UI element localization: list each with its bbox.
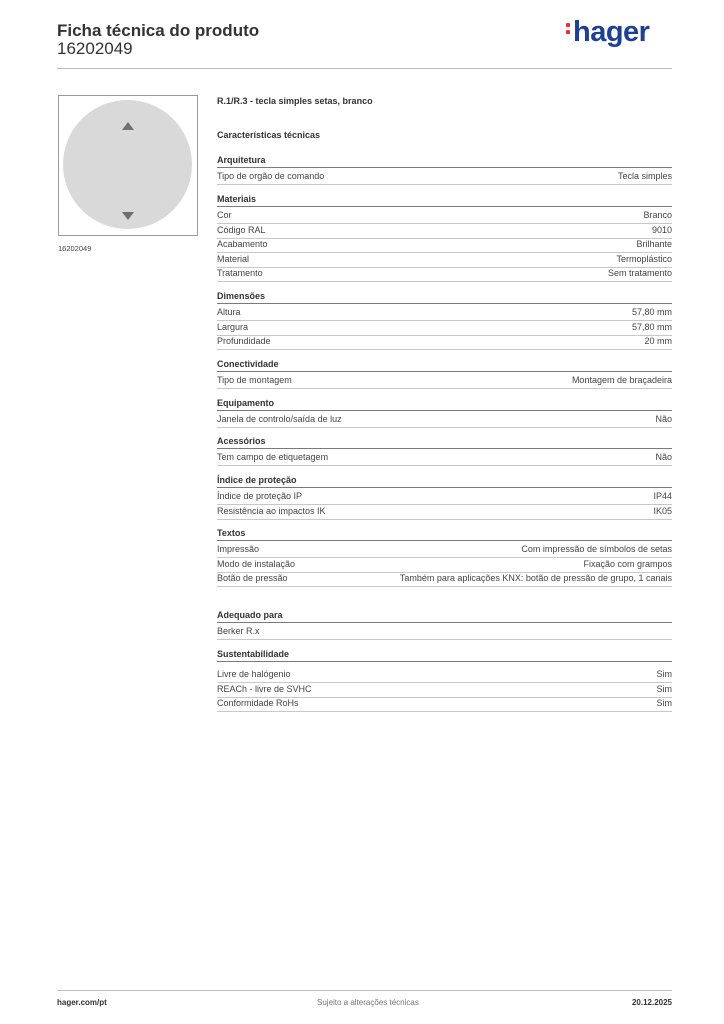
- group-title: Arquitetura: [217, 155, 672, 168]
- spec-key: Cor: [217, 210, 232, 220]
- spec-value: IK05: [653, 505, 672, 516]
- spec-row: [217, 321, 672, 336]
- spec-row: [217, 335, 672, 350]
- footer-website: hager.com/pt: [57, 998, 107, 1007]
- image-caption: 16202049: [58, 244, 92, 253]
- spec-value: 57,80 mm: [631, 321, 672, 332]
- spec-value: Sim: [656, 669, 672, 679]
- spec-value: Sem tratamento: [607, 268, 672, 278]
- spec-row: [217, 209, 672, 224]
- spec-value: Sim: [656, 698, 672, 708]
- group-title: Textos: [217, 528, 672, 541]
- product-title: R.1/R.3 - tecla simples setas, branco: [217, 96, 373, 106]
- page-title: Ficha técnica do produto: [57, 21, 260, 40]
- spec-key: Resistência ao impactos IK: [217, 505, 326, 516]
- spec-row: [217, 543, 672, 558]
- switch-disc: [63, 100, 192, 229]
- group-title: Acessórios: [217, 436, 672, 449]
- spec-row: [217, 224, 672, 239]
- spec-row: [217, 374, 672, 389]
- spec-row: [217, 683, 672, 698]
- spec-value: Brilhante: [636, 239, 672, 249]
- spec-key: Modo de instalação: [217, 558, 296, 569]
- hager-logo: [566, 16, 649, 49]
- spec-value: Montagem de braçadeira: [571, 375, 672, 385]
- spec-key: Acabamento: [217, 239, 268, 249]
- product-code: 16202049: [57, 39, 133, 58]
- spec-key: REACh - livre de SVHC: [217, 683, 312, 694]
- spec-row: [217, 558, 672, 573]
- spec-row: [217, 267, 672, 282]
- spec-key: Tratamento: [217, 268, 263, 278]
- arrow-down-icon: [122, 212, 134, 220]
- spec-key: Impressão: [217, 544, 260, 554]
- logo-text: hager: [573, 16, 650, 48]
- spec-row: [217, 170, 672, 185]
- spec-row: [217, 697, 672, 712]
- group-title: Sustentabilidade: [217, 649, 672, 662]
- footer-notice: Sujeito a alterações técnicas: [317, 998, 419, 1007]
- spec-row: [217, 572, 672, 587]
- spec-row: [217, 451, 672, 466]
- spec-row: [217, 625, 672, 640]
- spec-value: Tecla simples: [617, 171, 672, 181]
- spec-value: IP44: [653, 491, 672, 501]
- group-title: Dimensões: [217, 291, 672, 304]
- product-image: [58, 95, 198, 236]
- spec-key: Tem campo de etiquetagem: [217, 452, 329, 462]
- spec-row: [217, 505, 672, 520]
- spec-value: Não: [655, 414, 672, 424]
- group-title: Equipamento: [217, 398, 672, 411]
- spec-value: Sim: [656, 683, 672, 694]
- header-divider: [57, 68, 672, 69]
- spec-key: Berker R.x: [217, 626, 260, 636]
- arrow-up-icon: [122, 122, 134, 130]
- spec-value: Termoplástico: [616, 253, 672, 264]
- group-title: Adequado para: [217, 610, 672, 623]
- spec-value: Branco: [643, 210, 672, 220]
- spec-key: Largura: [217, 321, 249, 332]
- spec-row: [217, 253, 672, 268]
- spec-value: 20 mm: [644, 336, 672, 346]
- spec-value: 9010: [651, 224, 672, 235]
- spec-key: Índice de proteção IP: [217, 491, 303, 501]
- spec-key: Tipo de orgão de comando: [217, 171, 325, 181]
- spec-value: Com impressão de símbolos de setas: [521, 544, 672, 554]
- logo-dots-icon: [566, 20, 571, 37]
- footer-date: 20.12.2025: [631, 998, 672, 1007]
- spec-row: [217, 668, 672, 683]
- spec-key: Material: [217, 253, 250, 264]
- spec-row: [217, 490, 672, 505]
- spec-key: Botão de pressão: [217, 573, 288, 583]
- spec-key: Código RAL: [217, 224, 266, 235]
- spec-key: Livre de halógenio: [217, 669, 291, 679]
- spec-row: [217, 413, 672, 428]
- group-title: Materiais: [217, 194, 672, 207]
- spec-value: 57,80 mm: [631, 307, 672, 317]
- footer-divider: [57, 990, 672, 991]
- spec-key: Conformidade RoHs: [217, 698, 299, 708]
- specs-heading: Características técnicas: [217, 130, 321, 140]
- spec-value: Não: [655, 452, 672, 462]
- spec-key: Janela de controlo/saída de luz: [217, 414, 342, 424]
- group-title: Conectividade: [217, 359, 672, 372]
- spec-value: Também para aplicações KNX: botão de pressão de grupo, 1 canais: [399, 573, 672, 583]
- spec-row: [217, 238, 672, 253]
- spec-value: Fixação com grampos: [583, 558, 672, 569]
- spec-key: Altura: [217, 307, 241, 317]
- group-title: Índice de proteção: [217, 475, 672, 488]
- spec-row: [217, 306, 672, 321]
- spec-key: Profundidade: [217, 336, 271, 346]
- spec-key: Tipo de montagem: [217, 375, 292, 385]
